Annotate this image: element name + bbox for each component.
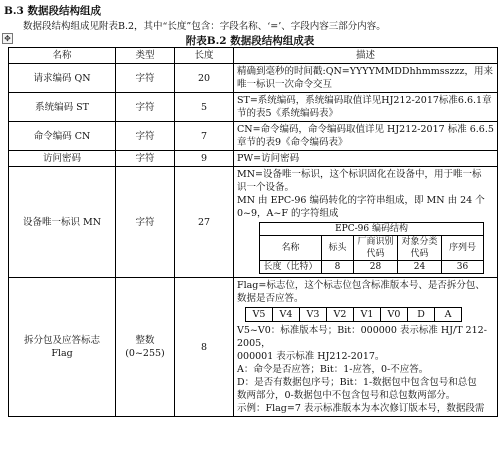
desc-line: CN=命令编码，命令编码取值详见 HJ212-2017 标准 6.6.5 — [237, 124, 494, 135]
row-type: 字符 — [116, 151, 175, 167]
desc-line: 数据是否应答。 — [237, 293, 304, 304]
header-name: 名称 — [9, 48, 116, 64]
desc-line: 唯一标识一次命令交互 — [237, 79, 333, 90]
data-segment-table — [8, 47, 498, 417]
row-description — [234, 278, 498, 417]
desc-line: ST=系统编码，系统编码取值详见HJ212-2017标准6.6.1章 — [237, 95, 492, 106]
row-type-label: 整数 — [135, 335, 155, 346]
table-row — [9, 122, 498, 151]
desc-line: 000001 表示标准 HJ212-2017。 — [237, 351, 385, 362]
epc96-header: 序列号 — [442, 236, 484, 261]
table-row — [9, 278, 498, 417]
row-description — [234, 93, 498, 122]
desc-line: 示例：Flag=7 表示标准版本为本次修订版本号，数据段需 — [237, 403, 485, 414]
row-length: 27 — [175, 167, 234, 278]
table-row — [9, 167, 498, 278]
row-type: 字符 — [116, 167, 175, 278]
row-description — [234, 122, 498, 151]
epc96-structure-table — [259, 222, 484, 274]
flag-bit: A — [435, 308, 462, 322]
desc-line: 0~9，A~F 的字符组成 — [237, 208, 339, 219]
row-name: 拆分包及应答标志 Flag — [9, 278, 116, 417]
table-row — [9, 64, 498, 93]
desc-line: 数两部分，0-数据包中不包含包号和总包数两部分。 — [237, 390, 456, 401]
row-type — [116, 278, 175, 417]
header-length: 长度 — [175, 48, 234, 64]
flag-bit: V4 — [273, 308, 300, 322]
epc96-cell: 28 — [354, 261, 398, 274]
desc-line: 章节的表9《命令编码表》 — [237, 137, 348, 148]
header-description: 描述 — [234, 48, 498, 64]
flag-bit: V5 — [246, 308, 273, 322]
flag-bit: V2 — [327, 308, 354, 322]
row-length: 7 — [175, 122, 234, 151]
row-length: 8 — [175, 278, 234, 417]
flag-bit: V1 — [354, 308, 381, 322]
epc96-cell: 8 — [322, 261, 354, 274]
desc-line: D：是否有数据包序号；Bit：1-数据包中包含包号和总包 — [237, 377, 477, 388]
desc-line: MN=设备唯一标识，这个标识固化在设备中，用于唯一标 — [237, 169, 482, 180]
desc-line: V5~V0：标准版本号；Bit：000000 表示标准 HJ/T 212-2005， — [237, 325, 487, 349]
table-row — [9, 151, 498, 167]
epc96-cell: 24 — [398, 261, 442, 274]
section-heading: B.3 数据段结构组成 — [4, 5, 101, 17]
row-name: 访问密码 — [9, 151, 116, 167]
row-type-range: (0~255) — [125, 348, 165, 359]
table-caption: 附表B.2 数据段结构组成表 — [185, 35, 315, 47]
epc96-header: 厂商识别代码 — [354, 236, 398, 261]
desc-line: 节的表5《系统编码表》 — [237, 108, 339, 119]
row-length: 20 — [175, 64, 234, 93]
flag-bit: V0 — [381, 308, 408, 322]
row-description — [234, 167, 498, 278]
row-name: 命令编码 CN — [9, 122, 116, 151]
row-length: 9 — [175, 151, 234, 167]
table-move-handle-icon[interactable]: ✥ — [2, 33, 13, 44]
epc96-cell: 长度（比特） — [260, 261, 322, 274]
desc-line: MN 由 EPC-96 编码转化的字符串组成，即 MN 由 24 个 — [237, 195, 485, 206]
section-intro: 数据段结构组成见附表B.2，其中“长度”包含：字段名称、‘=’、字段内容三部分内容。 — [23, 21, 386, 32]
epc96-header: 对象分类代码 — [398, 236, 442, 261]
row-type: 字符 — [116, 93, 175, 122]
epc96-header: 名称 — [260, 236, 322, 261]
desc-line: 识一个设备。 — [237, 182, 295, 193]
row-name: 系统编码 ST — [9, 93, 116, 122]
epc96-header: 标头 — [322, 236, 354, 261]
table-header-row — [9, 48, 498, 64]
flag-bits-table — [245, 307, 462, 322]
row-name: 请求编码 QN — [9, 64, 116, 93]
desc-line: 精确到毫秒的时间戳:QN=YYYYMMDDhhmmsszzz，用来 — [237, 66, 494, 77]
desc-line: PW=访问密码 — [237, 153, 300, 164]
row-length: 5 — [175, 93, 234, 122]
flag-bit: V3 — [300, 308, 327, 322]
epc96-cell: 36 — [442, 261, 484, 274]
table-row — [9, 93, 498, 122]
desc-line: A：命令是否应答；Bit：1-应答，0-不应答。 — [237, 364, 429, 375]
row-description — [234, 151, 498, 167]
header-type: 类型 — [116, 48, 175, 64]
row-description — [234, 64, 498, 93]
row-type: 字符 — [116, 122, 175, 151]
desc-line: Flag=标志位，这个标志位包含标准版本号、是否拆分包、 — [237, 280, 485, 291]
flag-bit: D — [408, 308, 435, 322]
epc96-title: EPC-96 编码结构 — [260, 223, 484, 236]
row-name: 设备唯一标识 MN — [9, 167, 116, 278]
row-type: 字符 — [116, 64, 175, 93]
